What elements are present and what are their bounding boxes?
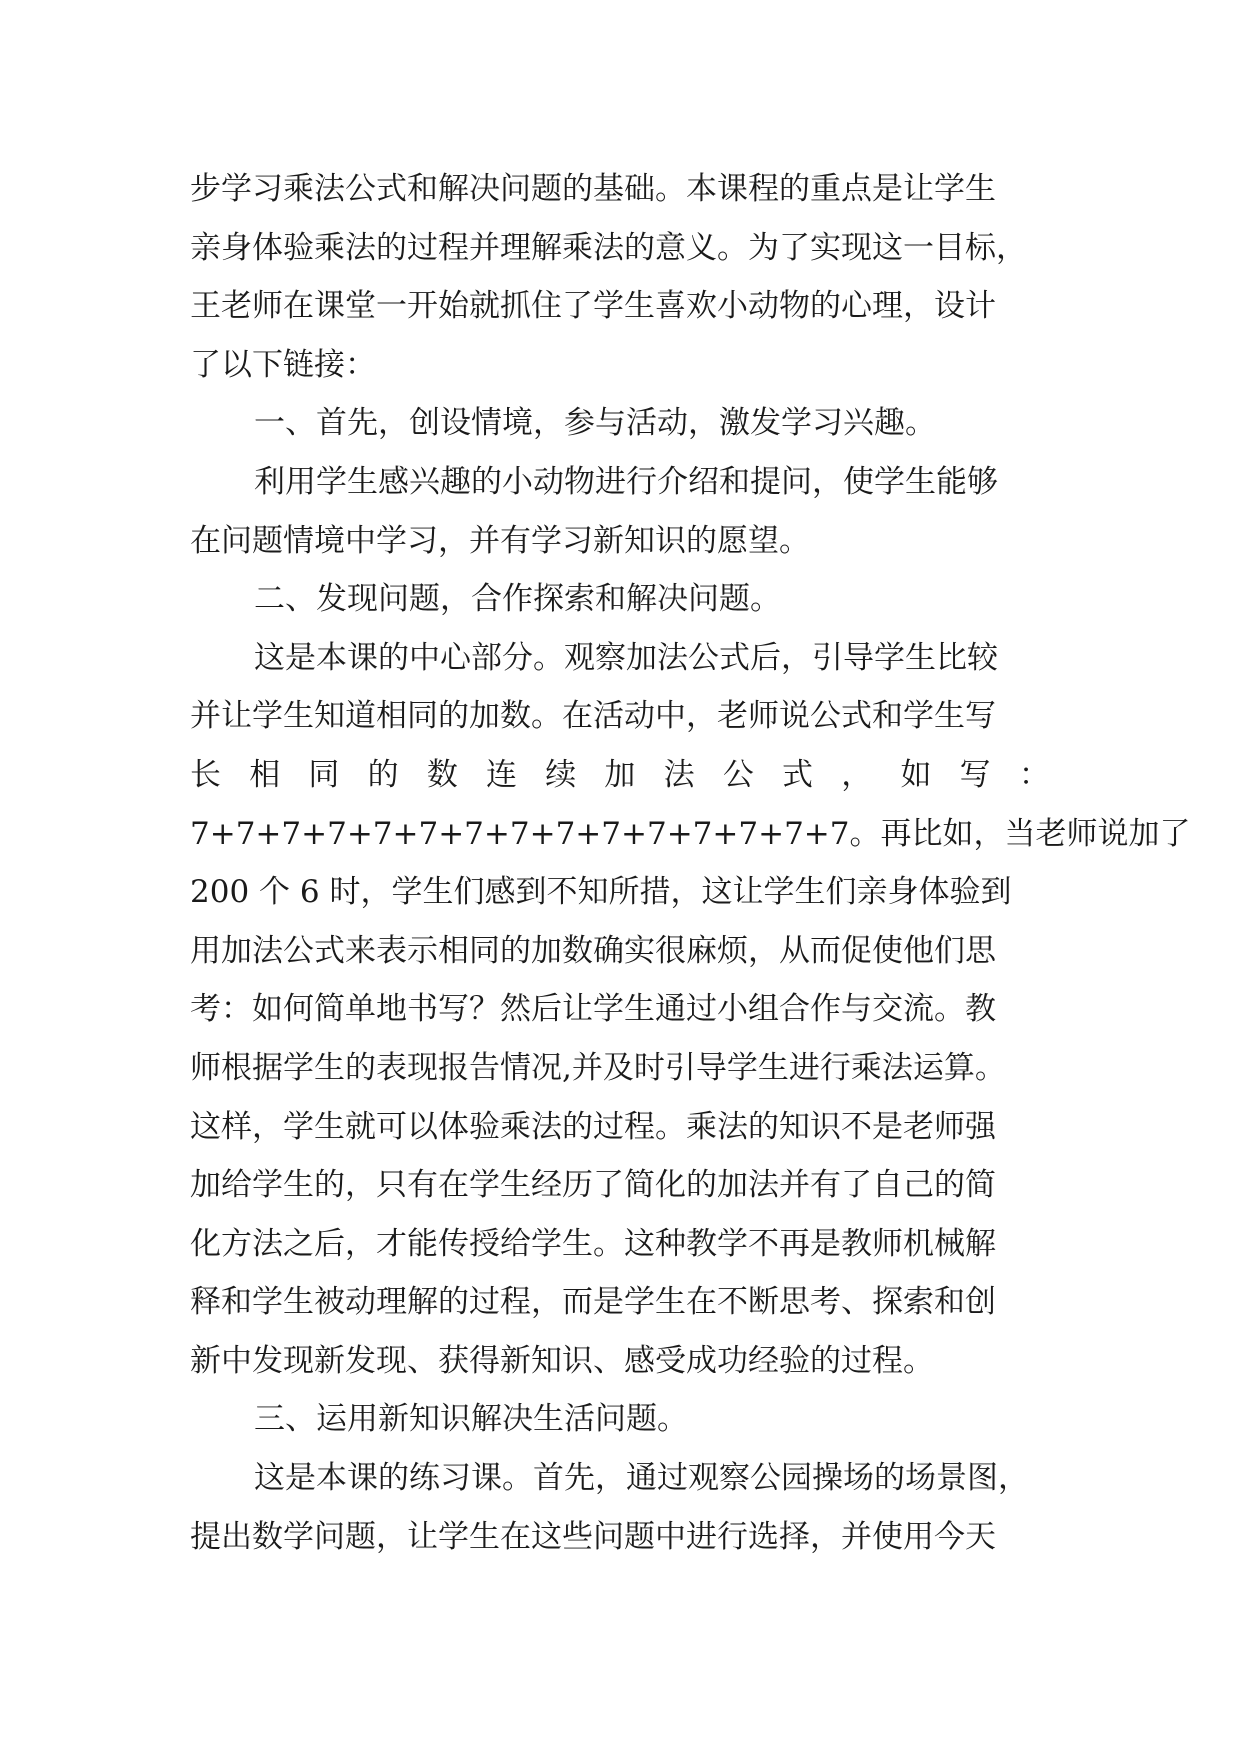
text-line: 加给学生的，只有在学生经历了简化的加法并有了自己的简 bbox=[190, 1167, 996, 1204]
text-line: 王老师在课堂一开始就抓住了学生喜欢小动物的心理，设计 bbox=[190, 288, 996, 325]
text-line: 这是本课的练习课。首先，通过观察公园操场的场景图， bbox=[254, 1460, 1029, 1497]
char: 数 bbox=[426, 756, 458, 793]
section-heading-1: 一、首先，创设情境，参与活动，激发学习兴趣。 bbox=[254, 405, 936, 442]
char: 法 bbox=[663, 756, 695, 793]
text-line: 新中发现新发现、获得新知识、感受成功经验的过程。 bbox=[190, 1342, 934, 1379]
text-line: 利用学生感兴趣的小动物进行介绍和提问，使学生能够 bbox=[254, 463, 998, 500]
text-line: 7+7+7+7+7+7+7+7+7+7+7+7+7+7+7。再比如，当老师说加了 bbox=[190, 815, 1191, 852]
text-line: 了以下链接： bbox=[190, 346, 376, 383]
section-heading-2: 二、发现问题，合作探索和解决问题。 bbox=[254, 581, 781, 618]
char: ： bbox=[1018, 756, 1050, 793]
text-line: 用加法公式来表示相同的加数确实很麻烦，从而促使他们思 bbox=[190, 932, 996, 969]
char: ， bbox=[841, 756, 873, 793]
char: 连 bbox=[486, 756, 518, 793]
char: 如 bbox=[900, 756, 932, 793]
char: 长 bbox=[190, 756, 221, 793]
text-line: 这是本课的中心部分。观察加法公式后，引导学生比较 bbox=[254, 639, 998, 676]
char: 加 bbox=[604, 756, 636, 793]
char: 公 bbox=[722, 756, 754, 793]
text-line: 200 个 6 时，学生们感到不知所措，这让学生们亲身体验到 bbox=[190, 874, 1012, 911]
char: 的 bbox=[367, 756, 399, 793]
char: 同 bbox=[308, 756, 340, 793]
text-line: 化方法之后，才能传授给学生。这种教学不再是教师机械解 bbox=[190, 1225, 996, 1262]
char: 式 bbox=[782, 756, 814, 793]
section-heading-3: 三、运用新知识解决生活问题。 bbox=[254, 1401, 688, 1438]
char: 写 bbox=[959, 756, 991, 793]
char: 相 bbox=[249, 756, 281, 793]
text-line: 师根据学生的表现报告情况,并及时引导学生进行乘法运算。 bbox=[190, 1049, 1006, 1086]
text-line: 这样，学生就可以体验乘法的过程。乘法的知识不是老师强 bbox=[190, 1108, 996, 1145]
text-line: 释和学生被动理解的过程，而是学生在不断思考、探索和创 bbox=[190, 1284, 996, 1321]
text-line: 步学习乘法公式和解决问题的基础。本课程的重点是让学生 bbox=[190, 171, 996, 207]
text-line: 考：如何简单地书写？然后让学生通过小组合作与交流。教 bbox=[190, 991, 996, 1028]
text-line: 亲身体验乘法的过程并理解乘法的意义。为了实现这一目标， bbox=[190, 229, 1027, 266]
text-line: 在问题情境中学习，并有学习新知识的愿望。 bbox=[190, 522, 810, 559]
text-line: 提出数学问题，让学生在这些问题中进行选择，并使用今天 bbox=[190, 1518, 996, 1555]
char: 续 bbox=[545, 756, 577, 793]
text-line: 并让学生知道相同的加数。在活动中，老师说公式和学生写 bbox=[190, 698, 996, 735]
document-body bbox=[190, 160, 1191, 1566]
justified-text-line bbox=[190, 746, 1050, 805]
